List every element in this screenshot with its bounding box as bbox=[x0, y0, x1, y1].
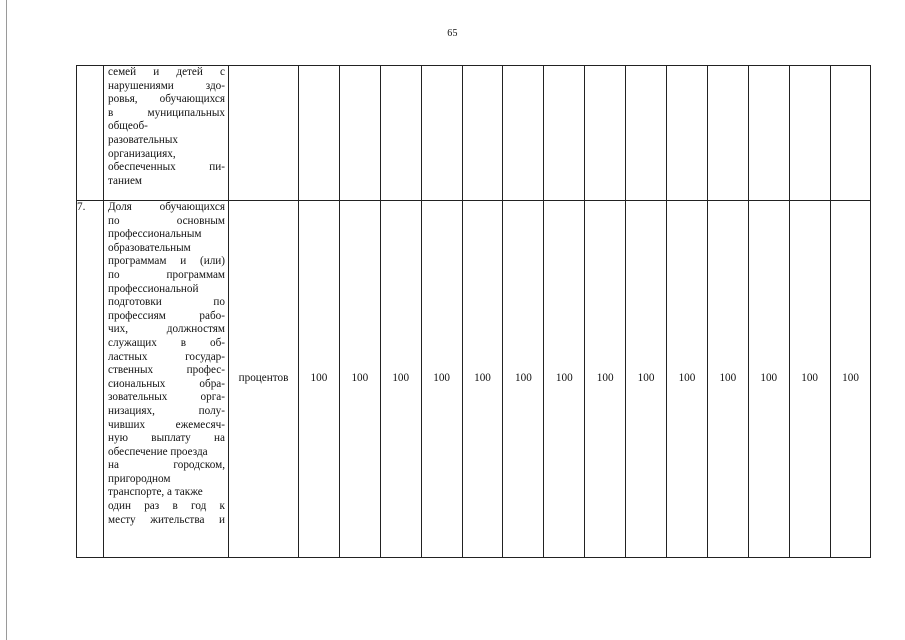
value-cell: 100 bbox=[789, 201, 830, 558]
name-line: низациях, полу- bbox=[108, 404, 225, 417]
name-line: нарушениями здо- bbox=[108, 79, 225, 92]
value-cell: 100 bbox=[339, 201, 380, 558]
table-row bbox=[77, 201, 871, 558]
value-cell: 100 bbox=[830, 201, 871, 558]
page-left-edge-rule bbox=[6, 0, 7, 640]
name-line: танием bbox=[108, 174, 143, 187]
page-number: 65 bbox=[447, 28, 458, 39]
name-line: в муниципальных bbox=[108, 106, 225, 119]
value-cell bbox=[503, 66, 544, 201]
value-cell: 100 bbox=[503, 201, 544, 558]
value-cell bbox=[339, 66, 380, 201]
name-line: обеспеченных пи- bbox=[108, 161, 225, 174]
value-cell bbox=[585, 66, 626, 201]
name-line: образовательным bbox=[108, 241, 191, 254]
name-line: Доля обучающихся bbox=[108, 201, 225, 213]
value-cell bbox=[789, 66, 830, 201]
value-cell bbox=[707, 66, 748, 201]
name-line: зовательных орга- bbox=[108, 391, 225, 404]
value-cell bbox=[667, 66, 708, 201]
name-line: общеоб- bbox=[108, 120, 148, 133]
name-line: по программам bbox=[108, 268, 225, 281]
name-line: пригородном bbox=[108, 472, 171, 485]
value-cell bbox=[626, 66, 667, 201]
name-line: разовательных bbox=[108, 133, 178, 146]
value-cell: 100 bbox=[544, 201, 585, 558]
indicator-table bbox=[76, 65, 871, 558]
value-cell bbox=[748, 66, 789, 201]
value-cell bbox=[462, 66, 503, 201]
indicator-name bbox=[104, 66, 228, 188]
name-line: программам и (или) bbox=[108, 255, 225, 268]
name-line: профессиональной bbox=[108, 282, 199, 295]
name-line: профессиям рабо- bbox=[108, 309, 225, 322]
name-line: ственных профес- bbox=[108, 364, 225, 377]
table-row bbox=[77, 66, 871, 201]
value-cell: 100 bbox=[462, 201, 503, 558]
name-line: один раз в год к bbox=[108, 500, 225, 513]
name-line: чивших ежемесяч- bbox=[108, 418, 225, 431]
value-cell: 100 bbox=[380, 201, 421, 558]
name-line: семей и детей с bbox=[108, 66, 225, 78]
name-line: месту жительства и bbox=[108, 513, 225, 526]
value-cell bbox=[380, 66, 421, 201]
value-cell bbox=[544, 66, 585, 201]
value-cell: 100 bbox=[421, 201, 462, 558]
value-cell: 100 bbox=[667, 201, 708, 558]
name-line: чих, должностям bbox=[108, 323, 225, 336]
name-line: подготовки по bbox=[108, 296, 225, 309]
name-line: сиональных обра- bbox=[108, 377, 225, 390]
value-cell: 100 bbox=[707, 201, 748, 558]
value-cell: 100 bbox=[585, 201, 626, 558]
value-cell bbox=[830, 66, 871, 201]
indicator-name bbox=[104, 201, 228, 527]
name-line: по основным bbox=[108, 214, 225, 227]
row-number-cell: 7. bbox=[77, 201, 104, 558]
name-line: ластных государ- bbox=[108, 350, 225, 363]
name-line: обеспечение проезда bbox=[108, 445, 208, 458]
value-cell bbox=[421, 66, 462, 201]
name-line: служащих в об- bbox=[108, 336, 225, 349]
name-line: ную выплату на bbox=[108, 432, 225, 445]
unit-cell bbox=[229, 66, 299, 201]
name-line: на городском, bbox=[108, 459, 225, 472]
name-line: профессиональным bbox=[108, 228, 202, 241]
indicator-name-cell bbox=[104, 201, 229, 558]
value-cell: 100 bbox=[626, 201, 667, 558]
indicator-name-cell bbox=[104, 66, 229, 201]
unit-cell: процентов bbox=[229, 201, 299, 558]
value-cell bbox=[299, 66, 340, 201]
name-line: ровья, обучающихся bbox=[108, 93, 225, 106]
value-cell: 100 bbox=[299, 201, 340, 558]
name-line: транспорте, а также bbox=[108, 486, 203, 499]
name-line: организациях, bbox=[108, 147, 176, 160]
row-number-cell bbox=[77, 66, 104, 201]
value-cell: 100 bbox=[748, 201, 789, 558]
